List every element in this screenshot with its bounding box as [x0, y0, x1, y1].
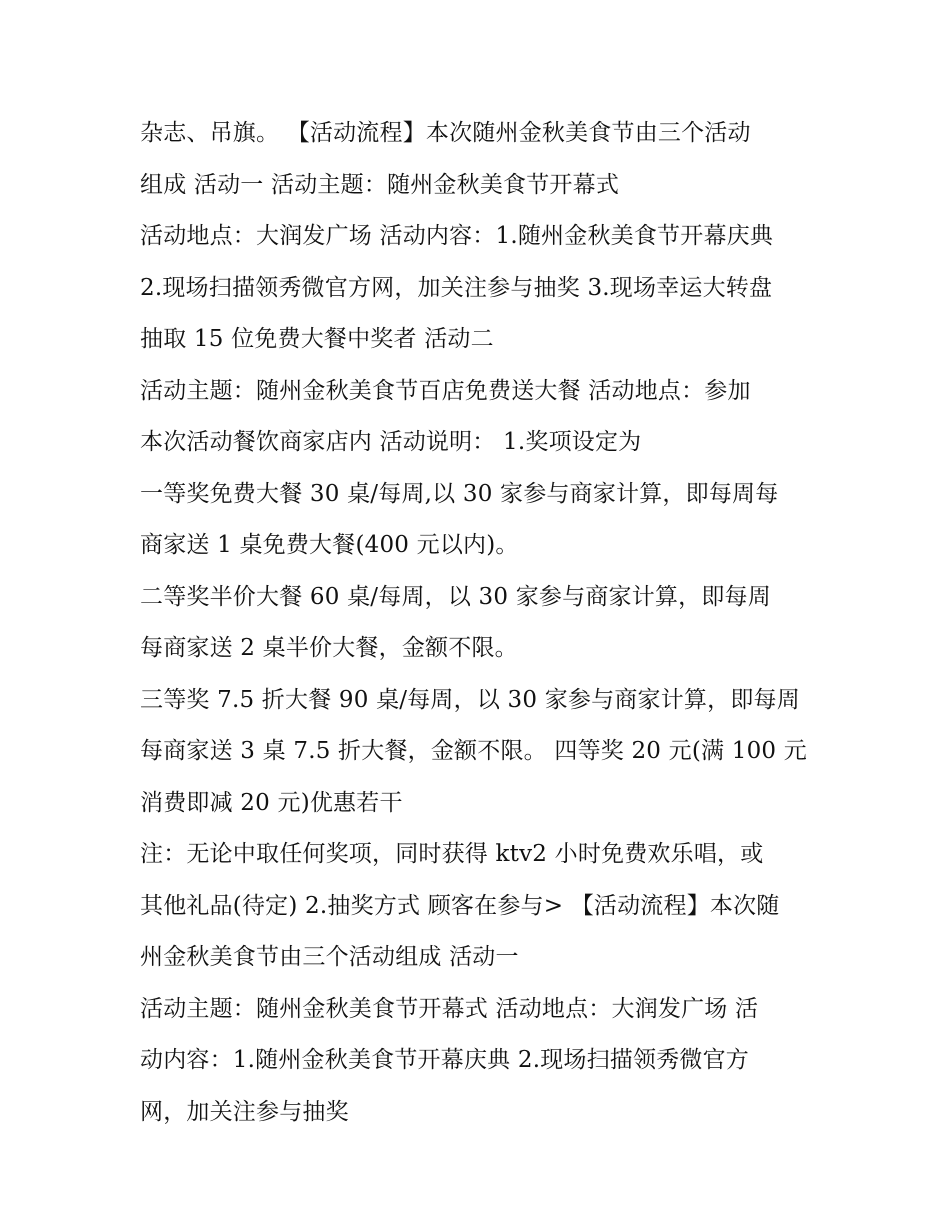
text-line: 二等奖半价大餐 60 桌/每周，以 30 家参与商家计算，即每周 [140, 583, 771, 610]
text-line: 其他礼品(待定) 2.抽奖方式 顾客在参与> 【活动流程】本次随 [140, 892, 780, 919]
text-line: 本次活动餐饮商家店内 活动说明： 1.奖项设定为 [140, 429, 642, 455]
text-line: 每商家送 2 桌半价大餐，金额不限。 [140, 635, 518, 661]
text-line: 组成 活动一 活动主题：随州金秋美食节开幕式 [140, 171, 620, 198]
text-line: 抽取 15 位免费大餐中奖者 活动二 [140, 326, 494, 352]
text-line: 消费即减 20 元)优惠若干 [140, 789, 403, 816]
text-line: 州金秋美食节由三个活动组成 活动一 [140, 944, 519, 970]
text-line: 动内容：1.随州金秋美食节开幕庆典 2.现场扫描领秀微官方 [140, 1047, 749, 1073]
text-line: 2.现场扫描领秀微官方网，加关注参与抽奖 3.现场幸运大转盘 [140, 274, 773, 301]
text-line: 杂志、吊旗。 【活动流程】本次随州金秋美食节由三个活动 [140, 120, 751, 146]
body-text [140, 108, 820, 1138]
text-line: 注：无论中取任何奖项，同时获得 ktv2 小时免费欢乐唱，或 [140, 841, 764, 867]
text-line: 活动主题：随州金秋美食节开幕式 活动地点：大润发广场 活 [140, 995, 759, 1022]
text-line: 活动地点：大润发广场 活动内容：1.随州金秋美食节开幕庆典 [140, 223, 774, 249]
text-line: 一等奖免费大餐 30 桌/每周,以 30 家参与商家计算，即每周每 [140, 480, 779, 507]
text-line: 商家送 1 桌免费大餐(400 元以内)。 [140, 532, 519, 558]
text-line: 网，加关注参与抽奖 [140, 1098, 349, 1125]
text-line: 活动主题：随州金秋美食节百店免费送大餐 活动地点：参加 [140, 377, 751, 404]
text-line: 每商家送 3 桌 7.5 折大餐，金额不限。 四等奖 20 元(满 100 元 [140, 738, 807, 764]
text-line: 三等奖 7.5 折大餐 90 桌/每周，以 30 家参与商家计算，即每周 [140, 686, 800, 713]
